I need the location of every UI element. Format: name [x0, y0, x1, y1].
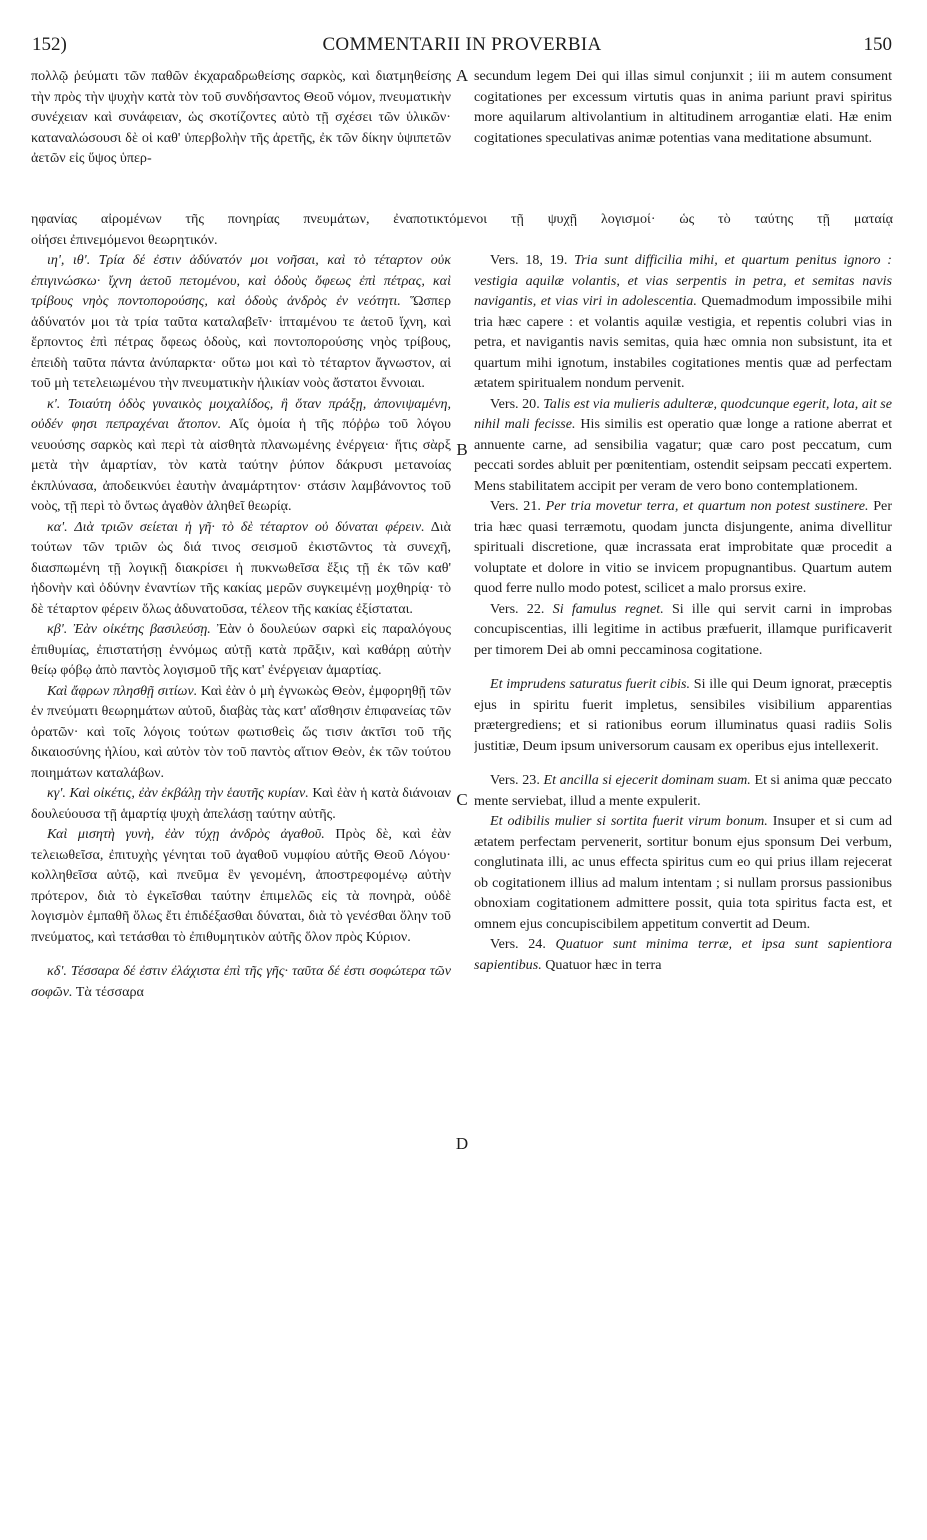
verse-label: Vers. 20.	[490, 395, 540, 412]
lemma: Si famulus regnet.	[544, 600, 664, 617]
latin-column-top	[474, 66, 892, 206]
lemma: Talis est via mulieris adulteræ, quodcunque egerit, lota, ait se nihil mali fecisse.	[474, 395, 892, 432]
lemma: Quatuor sunt minima terræ, et ipsa sunt sapientiora sapientibus.	[474, 936, 892, 973]
latin-column	[474, 250, 892, 1518]
commentary: Si ille qui servit carni in improbas concupiscentias, illi legitime in actibus præfuerit, illamque purificaverit per timorem Dei ab omni peccaminosa cogitatione.	[474, 600, 892, 658]
greek-verse-18-19	[31, 250, 451, 394]
greek-paragraph-top: πολλῷ ῥεύματι τῶν παθῶν ἐκχαραδρωθείσης σαρκὸς, καὶ διατμηθείσης τὴν πρὸς τὴν ψυχὴν κατὰ τὸν τοῦ συνδήσαντος Θεοῦ νόμον, πνευματικὴν συνέχειαν καὶ συνάφειαν, ὡς σκοτίζοντες αὐτὸ τῇ σχέσει τῶν ὑλικῶν· καταναλώσουσι δὲ οἱ καθ' ὑπερβολὴν τῆς ἀρετῆς, ἐκ τῶν δίκην ὑψιπετῶν ἀετῶν εἰς ὕψος ὑπερ-	[31, 68, 451, 166]
greek-verse-22	[31, 619, 451, 681]
latin-verse-23b	[474, 811, 892, 934]
greek-wide-line-1: ηφανίας αἰρομένων τῆς πονηρίας πνευμάτων, ἐναποτικτόμενοι τῇ ψυχῇ λογισμοί· ὡς τὸ ταύτης τῇ ματαίᾳ	[31, 211, 893, 227]
margin-marker-b: B	[456, 440, 468, 459]
commentary: Si ille qui Deum ignorat, præceptis ejus in spiritu fuerit impletus, sensibiles visibilium apparentias prætergrediens; et si rationibus eorum illuminatus quasi radiis Solis justitiæ, Deum ipsum universorum causam ex operibus ejus intellexerit.	[474, 676, 892, 754]
greek-verse-23	[31, 783, 451, 824]
margin-marker-a: A	[455, 66, 469, 85]
running-header	[32, 34, 892, 58]
lemma: κα'. Διὰ τριῶν σείεται ἡ γῆ· τὸ δὲ τέταρτον οὐ δύναται φέρειν.	[47, 518, 425, 535]
greek-verse-22b	[31, 681, 451, 784]
latin-verse-22	[474, 599, 892, 661]
lemma: Καὶ μισητὴ γυνὴ, ἐὰν τύχῃ ἀνδρὸς ἀγαθοῦ.	[47, 826, 325, 842]
greek-column	[31, 250, 451, 1518]
commentary: Αἵς ὁμοία ἡ τῆς πόῤῥω τοῦ λόγου νευούσης σαρκὸς καὶ περὶ τὰ αἰσθητὰ πλανωμένης ἐνέργεια· ἥτις σὰρξ μετὰ τὴν ἁμαρτίαν, τὸν κατὰ ταύτην ῥύπον δάκρυσι μετανοίας ἐκπλύνασα, ἀποδεικνύει ἑαυτὴν ἀναμάρτητον· στάσιν λαμβάνοντος τοῦ νοὸς, τῇ περὶ τὸ ὄντως ἀγαθὸν ἀληθεῖ θεωρίᾳ.	[31, 416, 451, 514]
greek-verse-21	[31, 517, 451, 620]
commentary: Καὶ ἐὰν ἡ κατὰ διάνοιαν δουλεύουσα τῇ ἁμαρτίᾳ ψυχὴ ἀπελάσῃ ταύτην αὐτῆς.	[31, 785, 451, 822]
page-number-left: 152)	[32, 34, 67, 55]
latin-verse-23	[474, 770, 892, 811]
running-title: COMMENTARII IN PROVERBIA	[322, 34, 602, 55]
margin-marker-d: D	[455, 1134, 469, 1153]
commentary: Ἐὰν ὁ δουλεύων σαρκὶ εἰς παραλόγους ἐπιθυμίας, ἐπιστατήσῃ ἐννόμως αὐτῇ κατὰ πρᾶξιν, καὶ καθάρῃ αὐτὴν θείῳ φόβῳ ἀπὸ παντὸς λογισμοῦ τῆς κατ' ἐνέργειαν ἁμαρτίας.	[31, 621, 451, 678]
lemma: ιη', ιθ'. Τρία δέ ἐστιν ἀδύνατόν μοι νοῆσαι, καὶ τὸ τέταρτον οὐκ ἐπιγινώσκω· ἴχνη ἀετοῦ πετομένου, καὶ ὁδοὺς ὄφεως ἐπὶ πέτρας, καὶ τρίβους νηὸς ποντοπορούσης, καὶ ὁδοὺς ἀνδρὸς ἐν νεότητι.	[31, 252, 451, 309]
commentary: Per tria hæc quasi terræmotu, quodam juncta disjungente, anima divellitur spirituali discretione, quæ incrassata erat improbitate quæ procedit a voluptate et dolore in vitio se invicem propugnantibus. Quartum autem quod ferre nullo modo potest, scilicet a malo prorsus exire.	[474, 498, 892, 596]
latin-verse-24	[474, 934, 892, 975]
commentary: His similis est operatio quæ longe a ratione aberrat et annuente carne, ad sensibilia vagatur; quæ caro post peccatum, cum peccati sordes abluit per pœnitentiam, ostendit seipsam peccati expertem. Mens stabilitatem accipit per veram de vero bono contemplationem.	[474, 416, 892, 494]
commentary: Τὰ τέσσαρα	[72, 983, 144, 1000]
commentary: Quatuor hæc in terra	[541, 956, 662, 973]
commentary: Insuper et si cum ad ætatem perfectam pervenerit, sortitur bonum ejus sponsum Dei verbum, conglutinata illi, ac unus effecta spiritus cum eo qui prius illam rejecerat ob cogitationem illius ad malum intentam ; si nullam prorsus passionibus obnoxiam cogitationem admittere possit, quia tota spiritus facta est, et omnem ejus concupiscibilem appetitum convertit ad Deum.	[474, 813, 892, 932]
margin-marker-c: C	[456, 790, 468, 809]
lemma: κ'. Τοιαύτη ὁδὸς γυναικὸς μοιχαλίδος, ἣ ὅταν πράξῃ, ἀπονιψαμένη, οὐδέν φησι πεπραχέναι ἄτοπον.	[31, 395, 451, 432]
latin-paragraph-top: secundum legem Dei qui illas simul conjunxit ; iii m autem consument cogitationes per excessum virtutis quas in anima pariunt pravi spiritus more aquilarum altivolantium in altitudinem arrogantiæ elati. Hæ enim cogitationes speculativas animæ potentias vana meditatione absumunt.	[474, 68, 892, 146]
greek-verse-23b	[31, 824, 451, 947]
page-number-right: 150	[863, 34, 892, 55]
latin-verse-22b	[474, 674, 892, 756]
greek-verse-24	[31, 961, 451, 1002]
greek-full-width-lines	[31, 209, 893, 250]
commentary: Καὶ ἐὰν ὁ μὴ ἐγνωκὼς Θεὸν, ἐμφορηθῇ τῶν ἐν πνεύματι θεωρημάτων αὐτοῦ, διαβὰς τὰς κατ' αἴσθησιν ἐπιφανείας τῶν ὁρατῶν· καὶ τοῖς λόγοις τούτων φωτισθεὶς ὥς τισιν ἀκτῖσι τοῦ τῆς δικαιοσύνης ἡλίου, καὶ αὐτὸν τὸν τοῦ παντὸς αἴτιον Θεὸν, ἐκ τῶν τούτου ποιημάτων καταλάβων.	[31, 682, 451, 781]
lemma: κβ'. Ἐὰν οἰκέτης βασιλεύσῃ.	[47, 621, 211, 637]
verse-label: Vers. 23.	[490, 772, 540, 788]
lemma: Per tria movetur terra, et quartum non potest sustinere.	[540, 498, 869, 514]
greek-column-top	[31, 66, 451, 206]
latin-verse-20	[474, 394, 892, 497]
lemma: κδ'. Τέσσαρα δέ ἐστιν ἐλάχιστα ἐπὶ τῆς γῆς· ταῦτα δέ ἐστι σοφώτερα τῶν σοφῶν.	[31, 963, 451, 1000]
lemma: κγ'. Καὶ οἰκέτις, ἐὰν ἐκβάλῃ τὴν ἑαυτῆς κυρίαν.	[47, 785, 309, 801]
commentary: Et si anima quæ peccato mente serviebat, illud a mente expulerit.	[474, 772, 892, 809]
verse-label: Vers. 21.	[490, 498, 541, 514]
commentary: Quemadmodum impossibile mihi tria hæc capere : et volantis aquilæ vestigia, et repentis colubri vias in petra, et navigantis navis semitas, quia hæc omnia non subsistunt, ita et quartum mihi ignotum, instabiles cogitationes mentis quæ ad perfectam ætatem spiritualem nondum pervenit.	[474, 293, 892, 391]
lemma: Et imprudens saturatus fuerit cibis.	[490, 676, 691, 692]
verse-label: Vers. 18, 19.	[490, 252, 568, 268]
latin-verse-18-19	[474, 250, 892, 394]
commentary: Διὰ τούτων τῶν τριῶν ὡς διά τινος σεισμοῦ ἐκιστῶντος τὰ συνεχῆ, διασπωμένη τῇ λογικῇ διακρίσει ἡ πυκνωθεῖσα ἕξις τῇ ἐκ τῶν καθ' ἡδονὴν καὶ ὀδύνην ἐναντίων τῆς κακίας μερῶν συγκειμένῃ μοχθηρίᾳ· τὸ δὲ τέταρτον φέρειν ὅλως ἀδυνατοῦσα, τέλεον τῆς κακίας ἐξίσταται.	[31, 518, 451, 617]
commentary: Ὥσπερ ἀδύνατόν μοι τὰ τρία ταῦτα καταλαβεῖν· ἱπταμένου τε ἀετοῦ ἴχνη, καὶ ἕρποντος ἐπὶ πέτρας ὄφεως ὁδοὺς, καὶ ποντοπορούσης νηὸς τρίβους, ἐπειδὴ ταῦτα πάντα ἀνύπαρκτα· οὕτω μοι καὶ τὸ τέταρτον ἄγνωστον, αἱ τοῦ μὴ τετελειωμένου τὴν πνευματικὴν ἡλικίαν νοὸς ἄστατοι ἔννοιαι.	[31, 293, 451, 391]
verse-label: Vers. 24.	[490, 936, 546, 952]
lemma: Tria sunt difficilia mihi, et quartum penitus ignoro : vestigia aquilæ volantis, et vias serpentis in petra, et semitas navis navigantis, et vias viri in adolescentia.	[474, 252, 892, 309]
verse-label: Vers. 22.	[490, 600, 545, 617]
greek-wide-line-2: οἰήσει ἐπινεμόμενοι θεωρητικόν.	[31, 231, 218, 248]
commentary: Πρὸς δὲ, καὶ ἐὰν τελειωθεῖσα, ἐπιτυχὴς γένηται τοῦ ἀγαθοῦ νυμφίου αὐτῆς Θεοῦ Λόγου· κολληθεῖσα αὐτῷ, καὶ πνεῦμα ἓν γενομένη, ἀποστρεφομένῳ αὐτὴν πρότερον, διὰ τὸ ἐγκεῖσθαι ταύτην ἐπιμελῶς εἰς τὰ πονηρὰ, οὐδὲ λογισμὸν ἐμπαθῆ ὅλως ἔτι ἐπιδέξασθαι δύναται, διὰ τὸ γενέσθαι ὅλην τοῦ πνεύματος, καὶ τετάσθαι τὸ ἐπιθυμητικὸν αὐτῆς ὅλον πρὸς Κύριον.	[31, 826, 451, 945]
latin-verse-21	[474, 496, 892, 599]
lemma: Καὶ ἄφρων πλησθῇ σιτίων.	[47, 682, 198, 699]
greek-verse-20	[31, 394, 451, 517]
lemma: Et odibilis mulier si sortita fuerit virum bonum.	[490, 813, 768, 829]
lemma: Et ancilla si ejecerit dominam suam.	[539, 772, 751, 788]
